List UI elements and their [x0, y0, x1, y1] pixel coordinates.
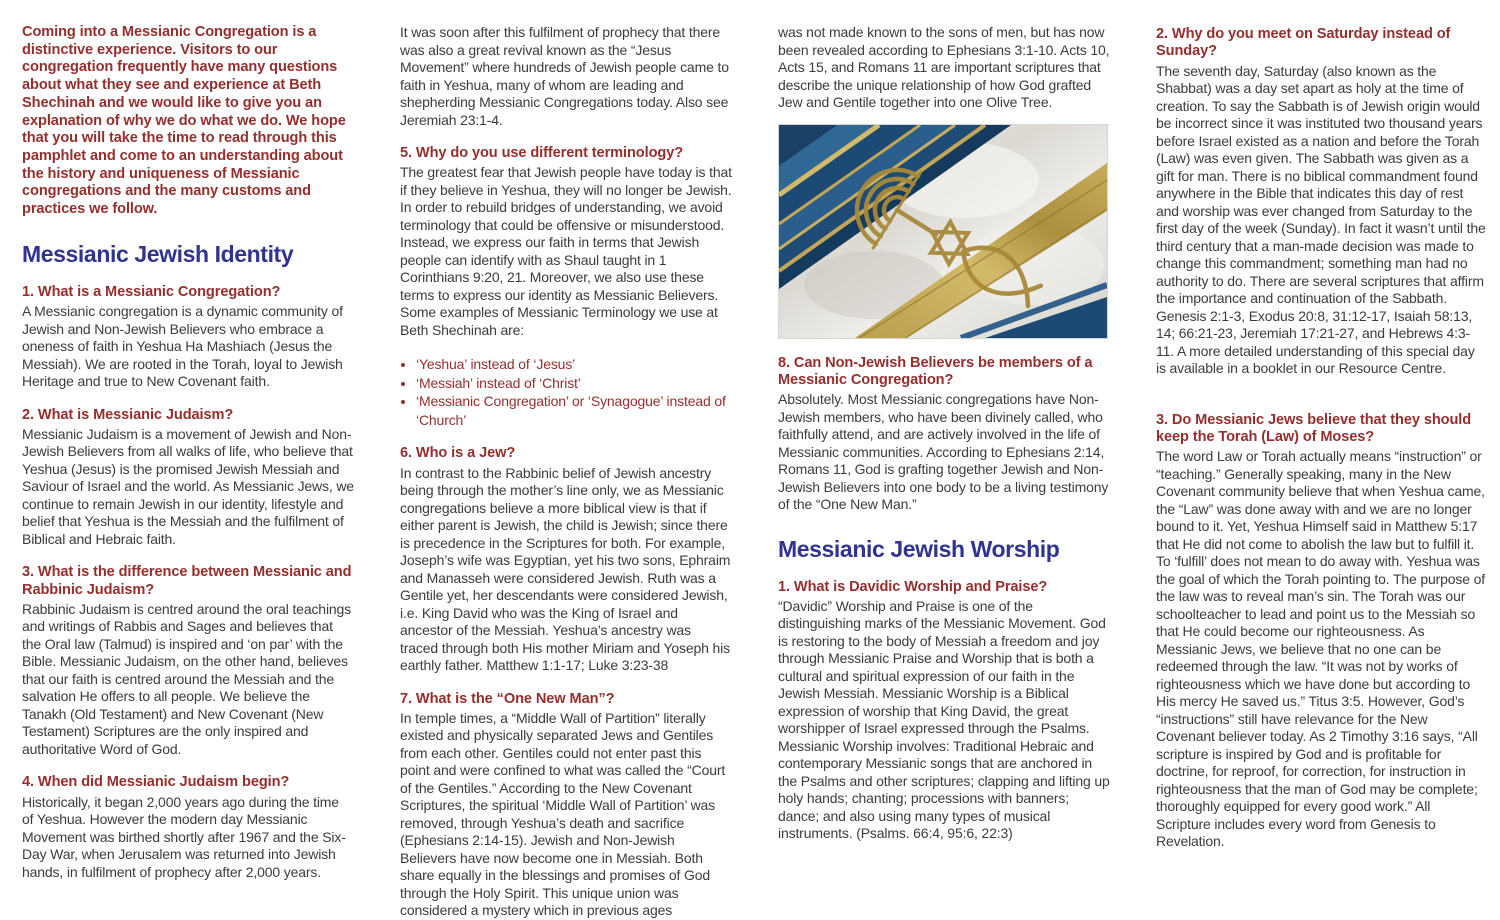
question-2-answer: Messianic Judaism is a movement of Jewish and Non-Jewish Believers from all walks of life, who believe that Yeshua (Jesus) is the promised Jewish Messiah and Saviour of Israel and the world. As Messianic Jews, we continue to remain Jewish in our identity, lifestyle and belief that Yeshua is the Messiah and the fulfilment of Biblical and Hebraic faith.	[22, 425, 354, 547]
terminology-item: • ‘Yeshua’ instead of ‘Jesus’	[416, 355, 732, 374]
question-5-answer: The greatest fear that Jewish people have today is that if they believe in Yeshua, they will no longer be Jewish. In order to rebuild bridges of understanding, we avoid terminology that could be offensive or misunderstood. Instead, we express our faith in terms that Jewish people can identify with as Shaul taught in 1 Corinthians 9:20, 21. Moreover, we also use these terms to express our identity as Messianic Believers. Some examples of Messianic Terminology we use at Beth Shechinah are:	[400, 164, 732, 338]
terminology-item: • ‘Messianic Congregation’ or ‘Synagogue’ instead of ‘Church’	[416, 392, 732, 429]
column-1	[22, 22, 354, 920]
question-8-heading: 8. Can Non-Jewish Believers be members of a Messianic Congregation?	[778, 354, 1093, 388]
question-4-answer: Historically, it began 2,000 years ago during the time of Yeshua. However the modern day Messianic Movement was birthed shortly after 1967 and the Six-Day War, when Jerusalem was returned into Jewish hands, in fulfilment of prophecy after 2,000 years.	[22, 793, 346, 880]
column-4	[1156, 22, 1488, 920]
worship-question-2-heading: 2. Why do you meet on Saturday instead of Sunday?	[1156, 26, 1451, 60]
continuation-paragraph: was not made known to the sons of men, but has now been revealed according to Ephesians 3:1-10. Acts 10, Acts 15, and Romans 11 are important scriptures that describe the unique relationship of how God grafted Jew and Gentile together into one Olive Tree.	[778, 24, 1110, 110]
worship-question-3-answer: The word Law or Torah actually means “instruction” or “teaching.” Generally speaking, many in the New Covenant community believe that when Yeshua came, the “Law” was done away with and we are no longer bound to it. Yet, Yeshua Himself said in Matthew 5:17 that He did not come to abolish the law but to fulfill it. To ‘fulfill’ does not mean to do away with. Yeshua was the goal of which the Torah pointing to. The purpose of the law was to reveal man’s sin. The Torah was our schoolteacher to lead and point us to the Messiah so that He could become our righteousness. As Messianic Jews, we believe that no one can be redeemed through the law. “It was not by works of righteousness which we have done but according to His mercy He saved us.” Titus 3:5. However, God’s “instructions” still have relevance for the New Covenant believer today. As 2 Timothy 3:16 says, “All scripture is inspired by God and is profitable for doctrine, for reproof, for correction, for instruction in righteousness that the man of God may be complete; thoroughly equipped for every good work.” All Scripture includes every word from Genesis to Revelation.	[1156, 448, 1486, 850]
question-8-answer: Absolutely. Most Messianic congregations have Non-Jewish members, who have been divinely called, who faithfully attend, and are actively involved in the life of Messianic communities. According to Ephesians 2:14, Romans 11, God is grafting together Jewish and Non-Jewish Believers into one body to be a living testimony of the “One New Man.”	[778, 391, 1109, 513]
question-6-answer: In contrast to the Rabbinic belief of Jewish ancestry being through the mother’s line only, we as Messianic congregations believe a more biblical view is that if either parent is Jewish, the child is Jewish; since there is precedence in the Scriptures for both. For example, Joseph’s wife was Egyptian, yet his two sons, Ephraim and Manasseh were considered Jewish. Ruth was a Gentile yet, her descendants were considered Jewish, i.e. King David who was the King of Israel and ancestor of the Messiah. Yeshua’s ancestry was traced through both His mother Miriam and Yoseph his earthly father. Matthew 1:1-17; Luke 3:23-38	[400, 464, 731, 674]
intro-paragraph: Coming into a Messianic Congregation is a distinctive experience. Visitors to our congregation frequently have many questions about what they see and experience at Beth Shechinah and we would like to give you an explanation of why we do what we do. We hope that you will take the time to read through this pamphlet and come to an understanding about the history and uniqueness of Messianic congregations and the many customs and practices we follow.	[22, 24, 346, 218]
question-4-heading: 4. When did Messianic Judaism begin?	[22, 774, 290, 791]
question-3-answer: Rabbinic Judaism is centred around the oral teachings and writings of Rabbis and Sages and believes that the Oral law (Talmud) is inspired and ‘on par’ with the Bible. Messianic Judaism, on the other hand, believes that our faith is centred around the Messiah and the salvation He offers to all people. We believe the Tanakh (Old Testament) and New Covenant (New Testament) Scriptures are the only inspired and authoritative Word of God.	[22, 600, 352, 757]
worship-question-1-answer: “Davidic” Worship and Praise is one of the distinguishing marks of the Messianic Movement. God is restoring to the body of Messiah a freedom and joy through Messianic Praise and Worship that is both a cultural and spiritual expression of our faith in the Jewish Messiah. Messianic Worship is a Biblical expression of worship that King David, the great worshipper of Israel expressed through the Psalms. Messianic Worship involves: Traditional Hebraic and contemporary Messianic songs that are anchored in the Psalms and other scriptures; clapping and lifting up holy hands; chanting; processions with banners; dance; and also using many types of musical instruments. (Psalms. 66:4, 95:6, 22:3)	[778, 597, 1110, 842]
question-6-heading: 6. Who is a Jew?	[400, 445, 516, 462]
column-2	[400, 22, 732, 920]
question-3-heading: 3. What is the difference between Messianic and Rabbinic Judaism?	[22, 564, 352, 598]
question-2-heading: 2. What is Messianic Judaism?	[22, 406, 234, 423]
continuation-paragraph: It was soon after this fulfilment of prophecy that there was also a great revival known as the “Jesus Movement” where hundreds of Jewish people came to faith in Yeshua, many of whom are leading and shepherding Messianic Congregations today. Also see Jeremiah 23:1-4.	[400, 24, 729, 128]
worship-question-1-heading: 1. What is Davidic Worship and Praise?	[778, 578, 1048, 595]
question-1-heading: 1. What is a Messianic Congregation?	[22, 283, 281, 300]
tallit-embroidery-photo	[778, 124, 1108, 339]
section-heading-identity: Messianic Jewish Identity	[22, 240, 294, 267]
question-7-answer: In temple times, a “Middle Wall of Partition” literally existed and physically separated Jews and Gentiles from each other. Gentiles could not enter past this point and were confined to what was called the “Court of the Gentiles.” According to the New Covenant Scriptures, the spiritual ‘Middle Wall of Partition’ was removed, through Yeshua’s death and sacrifice (Ephesians 2:14-15). Jewish and Non-Jewish Believers have now become one in Messiah. Both share equally in the blessings and promises of God through the Holy Spirit. This unique union was considered a mystery which in previous ages	[400, 709, 726, 919]
question-1-answer: A Messianic congregation is a dynamic community of Jewish and Non-Jewish Believers who embrace a oneness of faith in Yeshua Ha Mashiach (Jesus the Messiah). We are rooted in the Torah, loyal to Jewish Heritage and true to New Covenant faith.	[22, 303, 343, 390]
column-3	[778, 22, 1110, 920]
worship-question-3-heading: 3. Do Messianic Jews believe that they should keep the Torah (Law) of Moses?	[1156, 411, 1472, 445]
worship-question-2-answer: The seventh day, Saturday (also known as the Shabbat) was a day set apart as holy at the time of creation. To say the Sabbath is of Jewish origin would be incorrect since it was instituted two thousand years before Israel existed as a nation and before the Torah (Law) was even given. The Sabbath was given as a gift for man. There is no biblical commandment found anywhere in the Bible that indicates this day of rest and worship was ever changed from Saturday to the first day of the week (Sunday). In fact it wasn’t until the third century that a man-made decision was made to change this commandment; something man had no authority to do. There are several scriptures that affirm the importance and continuation of the Sabbath. Genesis 2:1-3, Exodus 20:8, 31:12-17, Isaiah 58:13, 14; 66:21-23, Jeremiah 17:21-27, and Hebrews 4:3-11. A more detailed understanding of this special day is available in a booklet in our Resource Centre.	[1156, 62, 1486, 377]
terminology-item: • ‘Messiah’ instead of ‘Christ’	[416, 374, 732, 393]
terminology-list	[402, 355, 732, 429]
question-5-heading: 5. Why do you use different terminology?	[400, 145, 684, 161]
question-7-heading: 7. What is the “One New Man”?	[400, 690, 615, 707]
section-heading-worship: Messianic Jewish Worship	[778, 535, 1060, 562]
